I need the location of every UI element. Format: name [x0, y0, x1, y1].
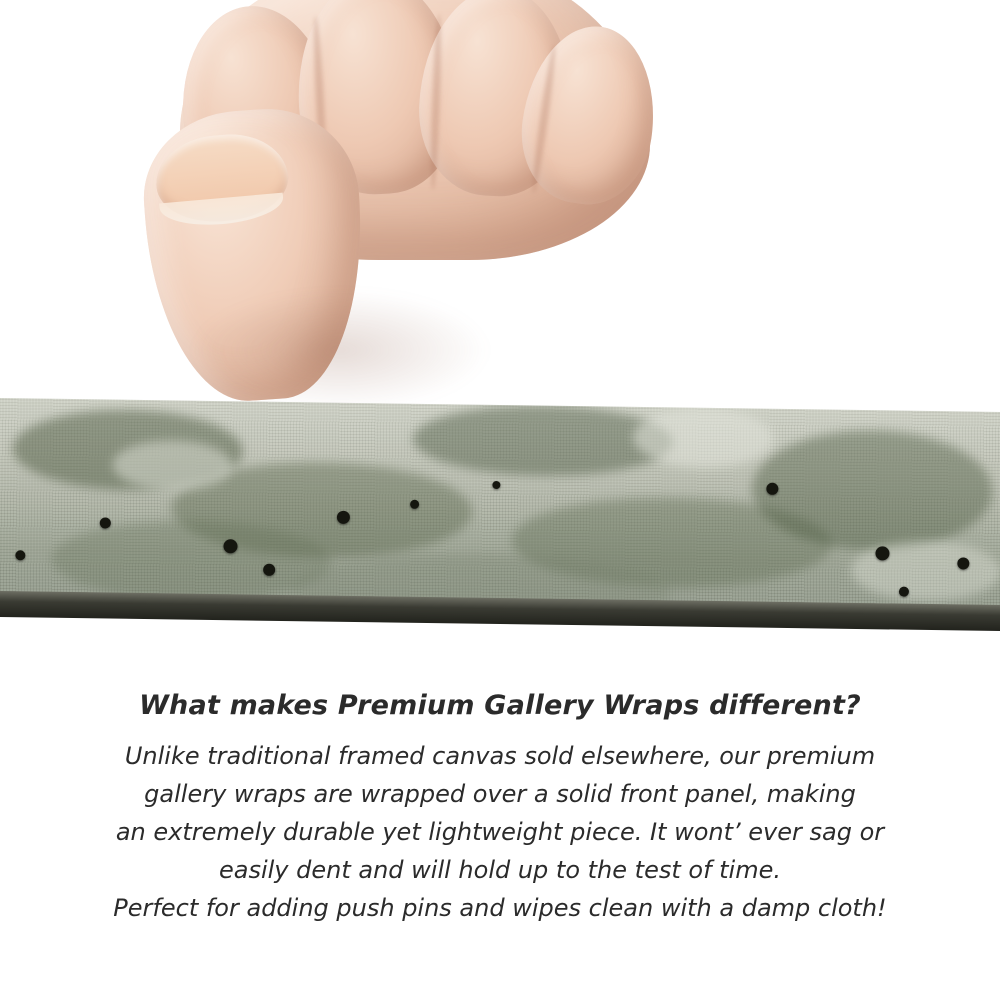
caption-line-2: gallery wraps are wrapped over a solid front panel, making	[144, 780, 856, 808]
caption-block	[0, 690, 1000, 927]
caption-line-1: Unlike traditional framed canvas sold elsewhere, our premium	[124, 742, 876, 770]
caption-title: What makes Premium Gallery Wraps different?	[139, 690, 861, 721]
hand-illustration	[120, 0, 680, 430]
caption-line-3: an extremely durable yet lightweight piece. It wont’ ever sag or	[115, 818, 885, 846]
hand-shadow	[190, 290, 490, 410]
caption-line-4: easily dent and will hold up to the test of time.	[218, 856, 781, 884]
caption-line-5: Perfect for adding push pins and wipes clean with a damp cloth!	[113, 894, 887, 922]
